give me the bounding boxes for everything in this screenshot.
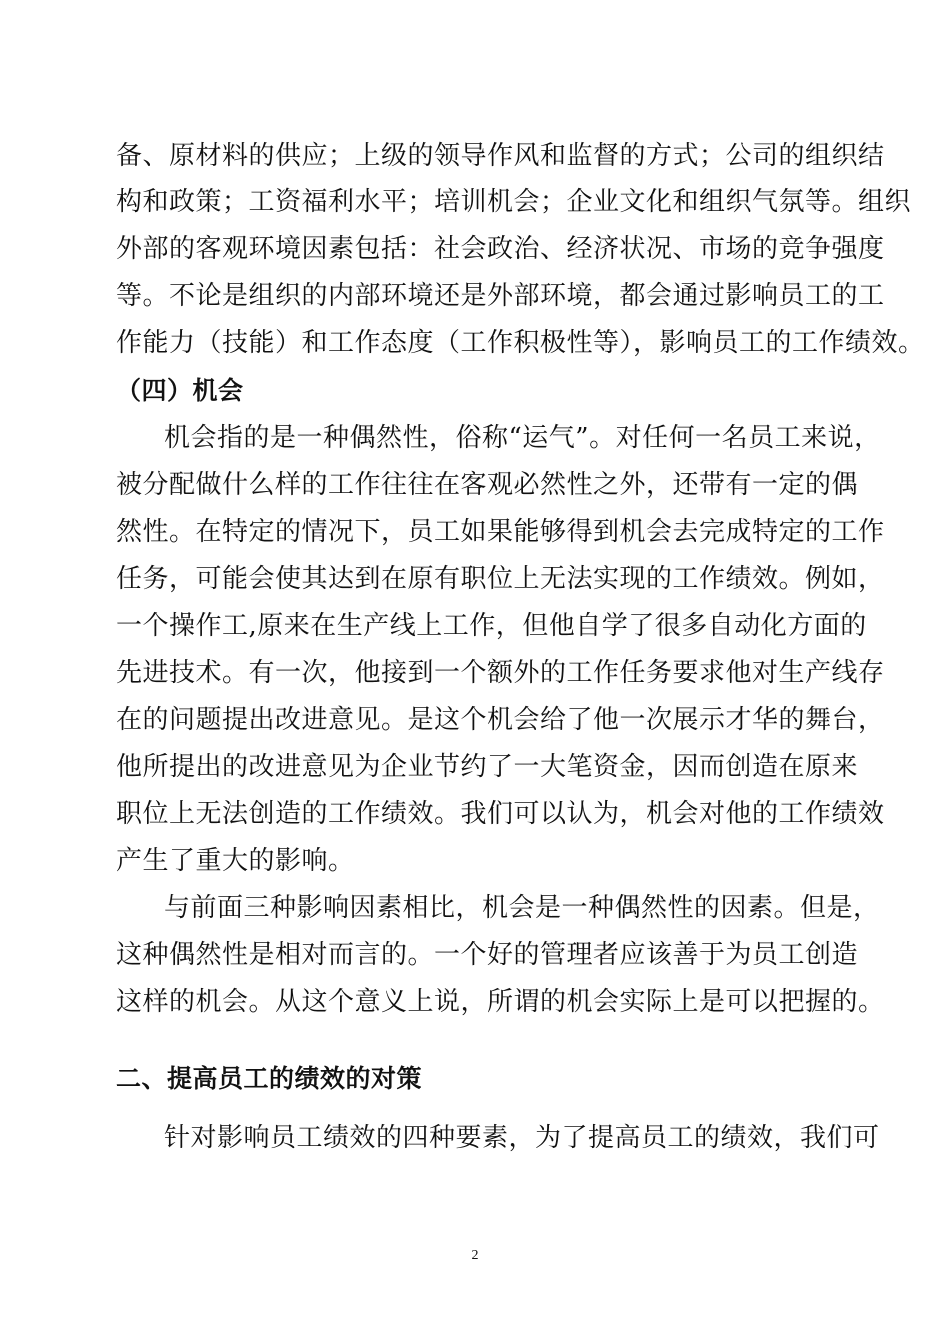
text-line: 然性。在特定的情况下，员工如果能够得到机会去完成特定的工作 [116,517,885,547]
text-line: 先进技术。有一次，他接到一个额外的工作任务要求他对生产线存 [116,658,885,688]
text-line: 职位上无法创造的工作绩效。我们可以认为，机会对他的工作绩效 [116,799,885,829]
text-line: 作能力（技能）和工作态度（工作积极性等），影响员工的工作绩效。 [116,328,925,358]
text-line: 构和政策；工资福利水平；培训机会；企业文化和组织气氛等。组织 [116,187,912,217]
text-line: 备、原材料的供应；上级的领导作风和监督的方式；公司的组织结 [116,141,885,171]
text-line: 在的问题提出改进意见。是这个机会给了他一次展示才华的舞台， [116,705,885,735]
text-line: 被分配做什么样的工作往往在客观必然性之外，还带有一定的偶 [116,470,859,500]
text-line: 外部的客观环境因素包括：社会政治、经济状况、市场的竞争强度 [116,234,885,264]
text-line: 针对影响员工绩效的四种要素，为了提高员工的绩效，我们可 [164,1123,880,1153]
text-line: 机会指的是一种偶然性，俗称“运气”。对任何一名员工来说， [164,423,881,453]
section-heading-opportunity: （四）机会 [116,376,244,405]
text-line: 与前面三种影响因素相比，机会是一种偶然性的因素。但是， [164,893,880,923]
section-heading-strategies: 二、提高员工的绩效的对策 [116,1064,423,1093]
text-line: 产生了重大的影响。 [116,846,355,876]
text-line: 一个操作工,原来在生产线上工作，但他自学了很多自动化方面的 [116,611,867,641]
text-line: 他所提出的改进意见为企业节约了一大笔资金，因而创造在原来 [116,752,859,782]
text-line: 任务，可能会使其达到在原有职位上无法实现的工作绩效。例如， [116,564,885,594]
text-line: 这样的机会。从这个意义上说，所谓的机会实际上是可以把握的。 [116,987,885,1017]
text-line: 等。不论是组织的内部环境还是外部环境，都会通过影响员工的工 [116,281,885,311]
text-line: 这种偶然性是相对而言的。一个好的管理者应该善于为员工创造 [116,940,859,970]
page-number: 2 [471,1248,479,1263]
